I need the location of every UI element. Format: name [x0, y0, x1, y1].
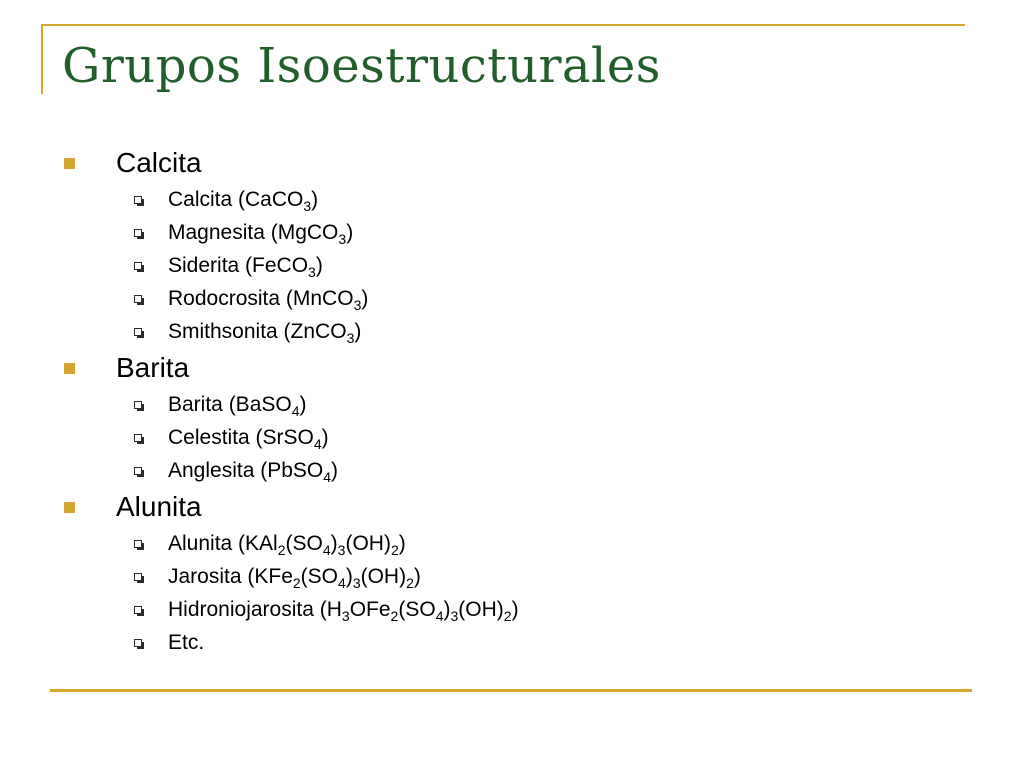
formula-subscript: 2 — [390, 541, 399, 558]
group-2 — [62, 487, 984, 659]
formula-subscript: 2 — [503, 607, 512, 624]
formula-text: ) — [511, 597, 519, 621]
mineral-label — [168, 254, 323, 278]
hollow-square-bullet-icon — [134, 573, 142, 581]
formula-text: ) — [346, 220, 354, 244]
formula-subscript: 4 — [313, 435, 322, 452]
group-label: Alunita — [116, 491, 202, 522]
formula-text: Celestita (SrSO — [168, 425, 314, 449]
group-heading — [62, 487, 984, 527]
hollow-square-bullet-icon — [134, 540, 142, 548]
formula-subscript: 3 — [308, 263, 316, 280]
formula-subscript: 2 — [292, 574, 301, 591]
mineral-label — [168, 565, 421, 589]
list-item — [62, 527, 984, 560]
list-item — [62, 249, 984, 282]
formula-subscript: 3 — [450, 607, 459, 624]
formula-text: ) — [311, 187, 319, 211]
formula-text: Anglesita (PbSO — [168, 458, 324, 482]
formula-text: (OH) — [345, 531, 391, 555]
formula-text: (SO — [300, 564, 339, 588]
mineral-label — [168, 459, 338, 483]
mineral-label — [168, 320, 361, 344]
formula-text: Barita (BaSO — [168, 392, 292, 416]
formula-text: Hidroniojarosita (H — [168, 597, 342, 621]
formula-text: ) — [315, 253, 323, 277]
hollow-square-bullet-icon — [134, 328, 142, 336]
hollow-square-bullet-icon — [134, 434, 142, 442]
formula-text: ) — [321, 425, 329, 449]
mineral-label — [168, 188, 318, 212]
formula-text: ) — [398, 531, 406, 555]
bullet-list — [62, 143, 984, 659]
formula-text: ) — [299, 392, 307, 416]
group-1 — [62, 348, 984, 487]
list-item — [62, 216, 984, 249]
group-0 — [62, 143, 984, 348]
list-item — [62, 454, 984, 487]
hollow-square-bullet-icon — [134, 229, 142, 237]
formula-subscript: 4 — [322, 541, 331, 558]
formula-subscript: 3 — [353, 296, 362, 313]
formula-text: Jarosita (KFe — [168, 564, 293, 588]
formula-text: Magnesita (MgCO — [168, 220, 339, 244]
formula-text: ) — [345, 564, 353, 588]
formula-subscript: 2 — [406, 574, 414, 591]
hollow-square-bullet-icon — [134, 401, 142, 409]
square-bullet-icon — [64, 502, 75, 513]
formula-text: (OH) — [458, 597, 504, 621]
list-item — [62, 626, 984, 659]
group-label: Calcita — [116, 147, 202, 178]
formula-text: Rodocrosita (MnCO — [168, 286, 354, 310]
formula-text: Siderita (FeCO — [168, 253, 309, 277]
mineral-label — [168, 532, 406, 556]
top-divider-line — [41, 24, 965, 26]
formula-subscript: 3 — [346, 329, 355, 346]
formula-text: ) — [413, 564, 421, 588]
formula-subscript: 3 — [303, 197, 312, 214]
formula-text: ) — [443, 597, 451, 621]
formula-subscript: 3 — [337, 541, 346, 558]
formula-text: (OH) — [360, 564, 407, 588]
hollow-square-bullet-icon — [134, 467, 142, 475]
mineral-label — [168, 287, 368, 311]
mineral-label — [168, 631, 204, 655]
list-item — [62, 593, 984, 626]
slide-title: Grupos Isoestructurales — [62, 38, 661, 94]
formula-subscript: 4 — [435, 607, 444, 624]
formula-text: (SO — [398, 597, 436, 621]
mineral-label — [168, 598, 519, 622]
formula-text: Etc. — [168, 630, 205, 654]
group-label: Barita — [116, 352, 190, 383]
hollow-square-bullet-icon — [134, 262, 142, 270]
list-item — [62, 183, 984, 216]
group-heading — [62, 348, 984, 388]
formula-text: ) — [331, 458, 339, 482]
list-item — [62, 421, 984, 454]
mineral-label — [168, 393, 307, 417]
formula-subscript: 3 — [352, 574, 361, 591]
hollow-square-bullet-icon — [134, 196, 142, 204]
bottom-divider-line — [50, 689, 972, 692]
formula-subscript: 2 — [277, 541, 286, 558]
formula-subscript: 2 — [390, 607, 399, 624]
hollow-square-bullet-icon — [134, 606, 142, 614]
mineral-label — [168, 221, 353, 245]
square-bullet-icon — [64, 363, 75, 374]
list-item — [62, 282, 984, 315]
formula-subscript: 3 — [341, 607, 350, 624]
formula-text: Calcita (CaCO — [168, 187, 304, 211]
formula-text: (SO — [285, 531, 323, 555]
formula-subscript: 4 — [323, 468, 332, 485]
list-item — [62, 315, 984, 348]
group-heading — [62, 143, 984, 183]
hollow-square-bullet-icon — [134, 639, 142, 647]
hollow-square-bullet-icon — [134, 295, 142, 303]
formula-text: OFe — [349, 597, 391, 621]
formula-subscript: 4 — [338, 574, 346, 591]
formula-text: ) — [361, 286, 369, 310]
list-item — [62, 388, 984, 421]
square-bullet-icon — [64, 158, 75, 169]
formula-text: ) — [354, 319, 362, 343]
mineral-label — [168, 426, 329, 450]
formula-text: Smithsonita (ZnCO — [168, 319, 347, 343]
left-accent-line — [41, 24, 43, 94]
list-item — [62, 560, 984, 593]
formula-subscript: 4 — [291, 402, 300, 419]
formula-text: ) — [330, 531, 338, 555]
formula-text: Alunita (KAl — [168, 531, 278, 555]
formula-subscript: 3 — [338, 230, 347, 247]
